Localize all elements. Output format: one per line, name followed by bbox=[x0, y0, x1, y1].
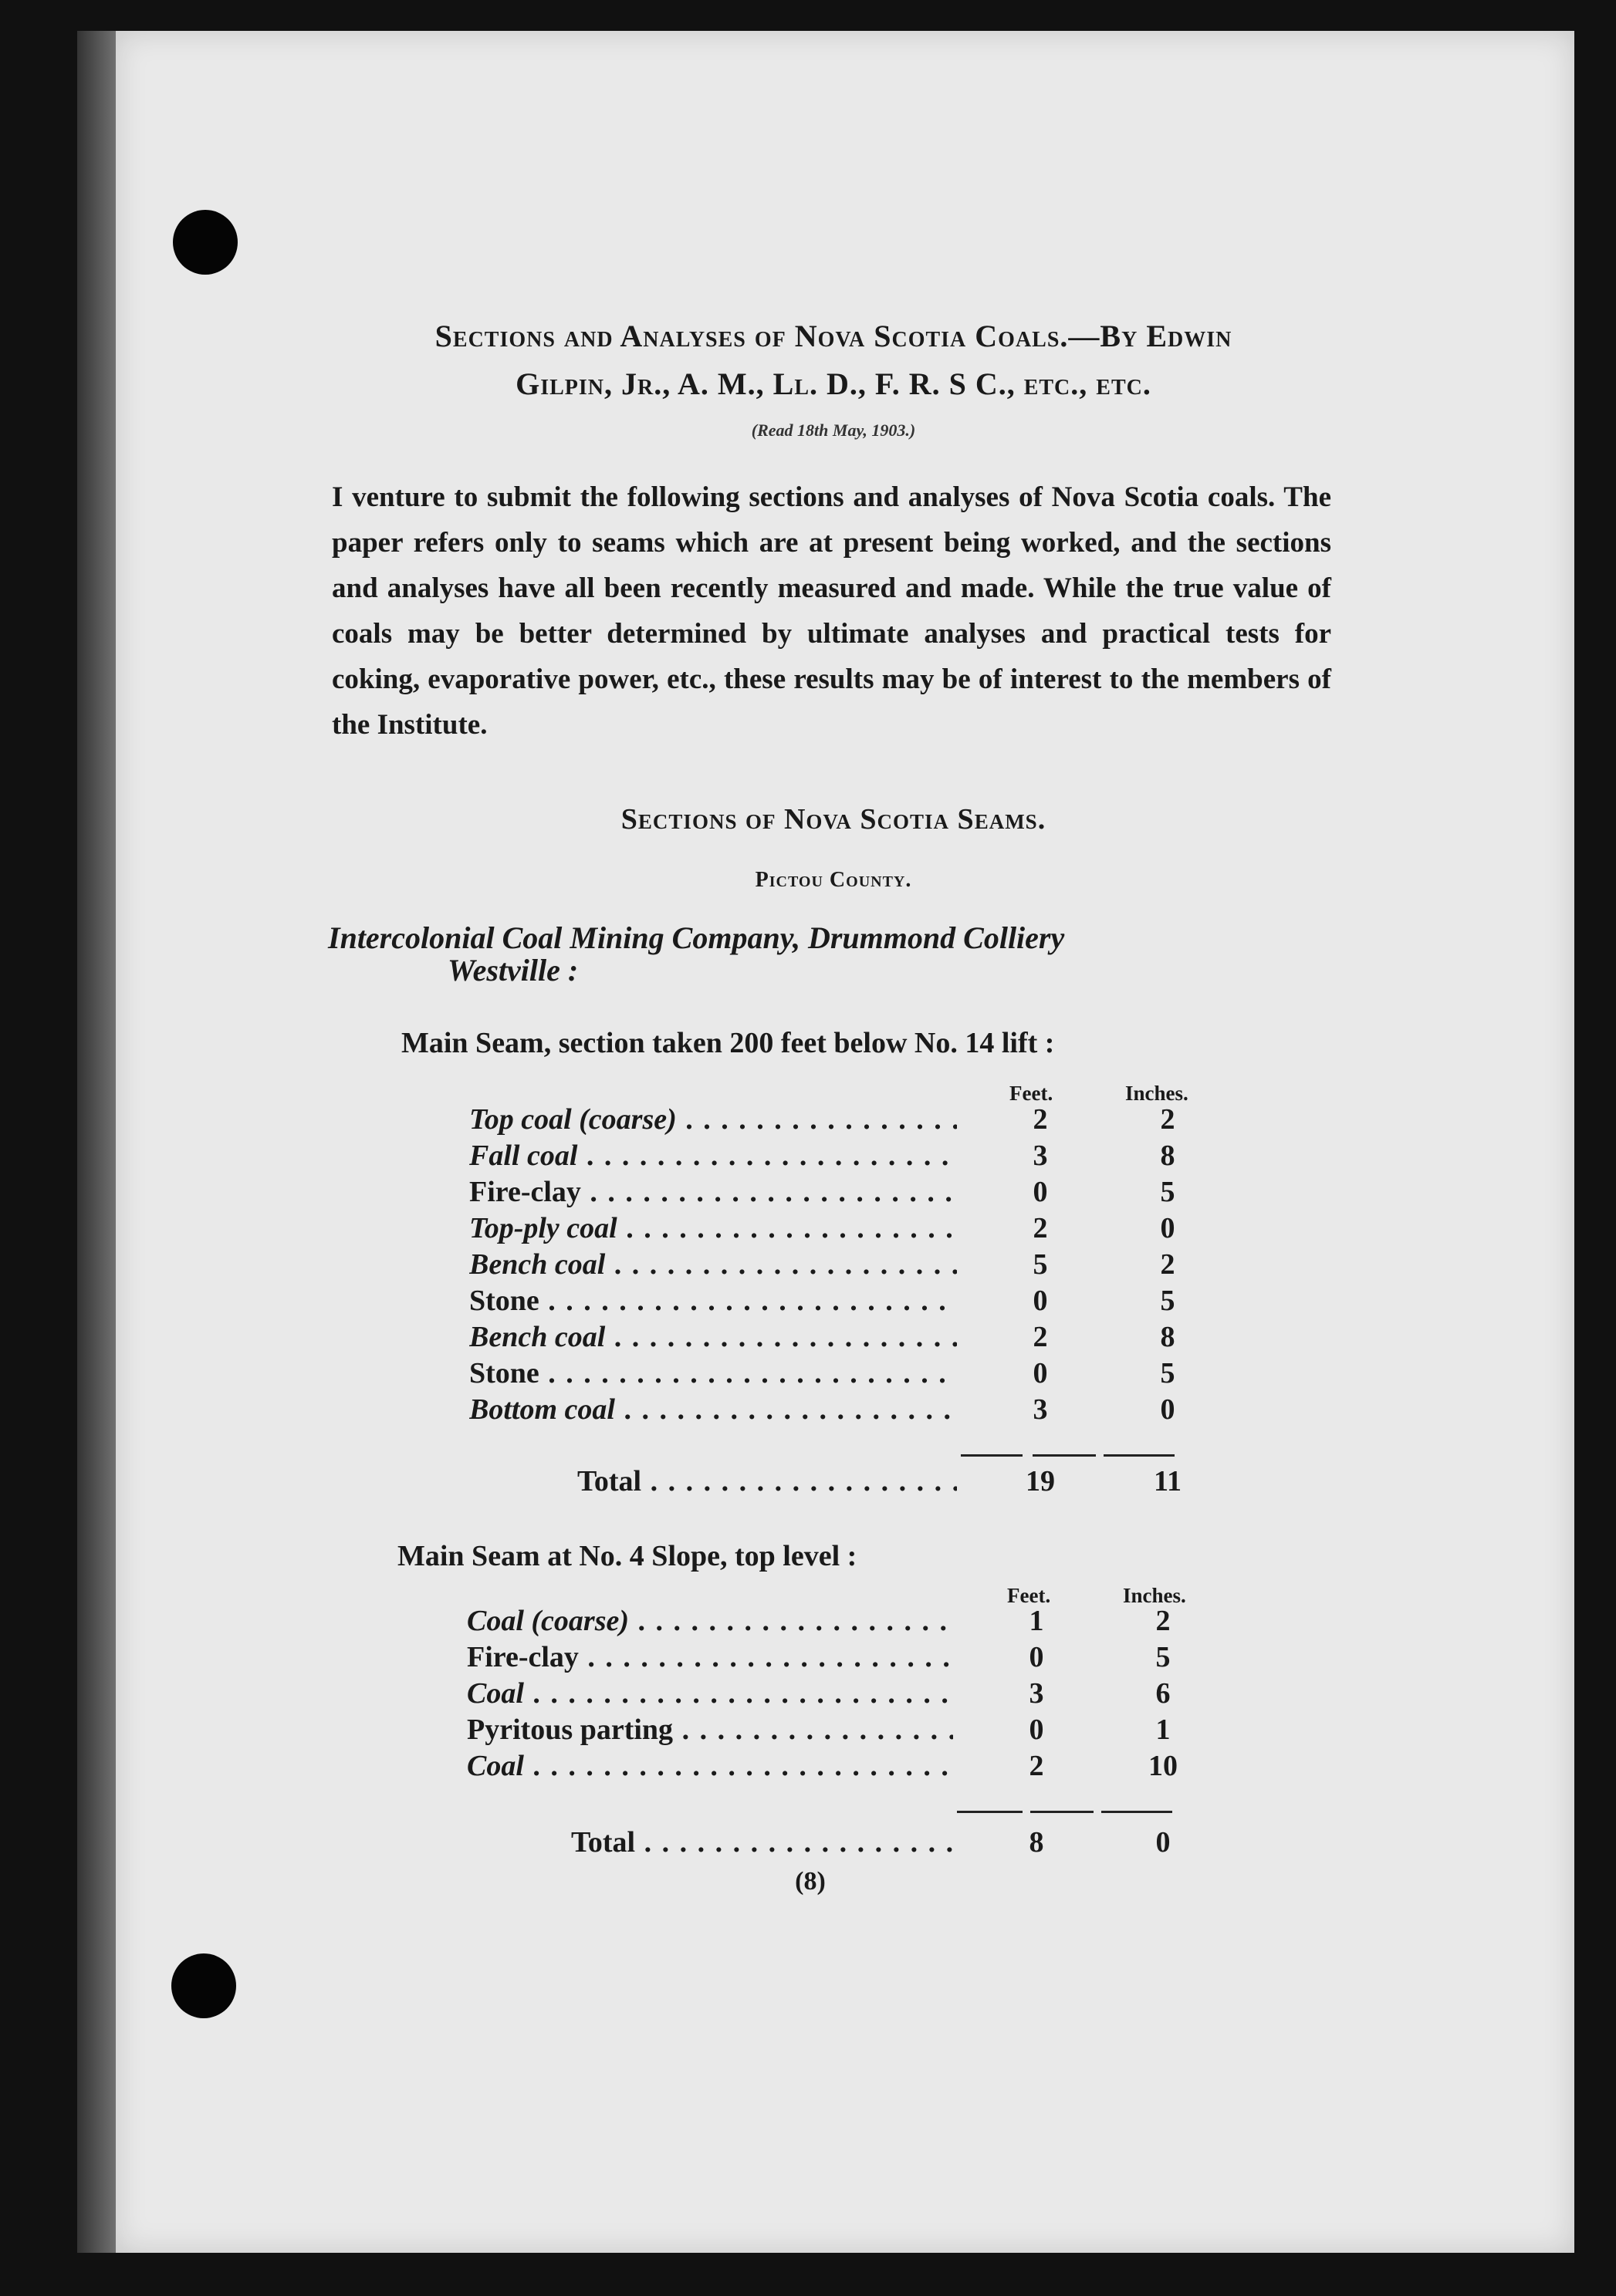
table2-total-inches: 0 bbox=[1155, 1826, 1171, 1859]
table1-row-feet: 2 bbox=[1033, 1321, 1048, 1353]
table1-row-inches: 0 bbox=[1160, 1393, 1175, 1426]
table1-heading: Main Seam, section taken 200 feet below No. 14 lift : bbox=[401, 1027, 1055, 1059]
table2-row-feet: 3 bbox=[1029, 1677, 1044, 1710]
table1-row-feet: 0 bbox=[1033, 1285, 1048, 1317]
table2-row-inches: 10 bbox=[1148, 1750, 1178, 1782]
title-line-1: Sections and Analyses of Nova Scotia Coals.—By Edwin bbox=[434, 319, 1232, 353]
table1-total-feet: 19 bbox=[1026, 1465, 1055, 1497]
table1-row-label: Top-ply coal . . . bbox=[469, 1210, 957, 1247]
table2-col-feet: Feet. bbox=[1007, 1584, 1051, 1607]
table2-total-label: Total . . . bbox=[571, 1825, 953, 1861]
table1-row-inches: 5 bbox=[1160, 1357, 1175, 1389]
punch-hole-top bbox=[173, 210, 238, 275]
table2-row-label: Fire-clay . . . bbox=[467, 1639, 953, 1676]
company-line-2: Westville : bbox=[448, 953, 579, 988]
table2-rule-1 bbox=[957, 1811, 1023, 1813]
table1-row-feet: 2 bbox=[1033, 1103, 1048, 1136]
table1-row-label: Bench coal . . . bbox=[469, 1319, 957, 1356]
table1-row-feet: 3 bbox=[1033, 1140, 1048, 1172]
paper-title bbox=[332, 312, 1335, 408]
table1-row-label: Stone . . . bbox=[469, 1283, 957, 1319]
table1-row-inches: 5 bbox=[1160, 1176, 1175, 1208]
table1-row-inches: 0 bbox=[1160, 1212, 1175, 1244]
table2-row-inches: 6 bbox=[1155, 1677, 1171, 1710]
table2-row-label: Coal . . . bbox=[467, 1676, 953, 1712]
table2-heading: Main Seam at No. 4 Slope, top level : bbox=[397, 1540, 857, 1572]
table2-rule-3 bbox=[1101, 1811, 1172, 1813]
table2-row-feet: 2 bbox=[1029, 1750, 1044, 1782]
table1-rule-2 bbox=[1033, 1454, 1096, 1457]
table2-rule-2 bbox=[1030, 1811, 1094, 1813]
table2-row-inches: 5 bbox=[1155, 1641, 1171, 1673]
table2-row-label: Coal . . . bbox=[467, 1748, 953, 1784]
title-line-2: Gilpin, Jr., A. M., Ll. D., F. R. S C., etc., etc. bbox=[516, 366, 1151, 401]
table1-row-label: Stone . . . bbox=[469, 1356, 957, 1392]
page-number: (8) bbox=[795, 1867, 826, 1896]
table1-total-inches: 11 bbox=[1154, 1465, 1182, 1497]
table2-row-inches: 2 bbox=[1155, 1605, 1171, 1637]
table1-row-feet: 2 bbox=[1033, 1212, 1048, 1244]
table1-rule-1 bbox=[961, 1454, 1023, 1457]
table1-row-label: Fall coal . . . bbox=[469, 1138, 957, 1174]
table1-row-label: Fire-clay . . . bbox=[469, 1174, 957, 1210]
table2-row-feet: 1 bbox=[1029, 1605, 1044, 1637]
table2-row-label: Pyritous parting . . . bbox=[467, 1712, 953, 1748]
county-heading: Pictou County. bbox=[755, 868, 912, 892]
table1-row-inches: 8 bbox=[1160, 1140, 1175, 1172]
table1-row-label: Bench coal . . . bbox=[469, 1247, 957, 1283]
company-heading bbox=[328, 922, 1347, 987]
table1-row-inches: 8 bbox=[1160, 1321, 1175, 1353]
punch-hole-bottom bbox=[171, 1953, 236, 2018]
table2-row-inches: 1 bbox=[1155, 1714, 1171, 1746]
table2-row-label: Coal (coarse) . . . bbox=[467, 1603, 953, 1639]
section-heading: Sections of Nova Scotia Seams. bbox=[620, 803, 1046, 836]
table1-col-inches: Inches. bbox=[1125, 1082, 1188, 1105]
intro-paragraph: I venture to submit the following sections and analyses of Nova Scotia coals. The paper refers only to seams which are at present being worked, and the sections and analyses have all been recently measured and made. While the true value of coals may be better determined by ultimate analyses and practical tests for coking, evaporative power, etc., these results may be of interest to the members of the Institute. bbox=[332, 481, 1331, 741]
table2-row-feet: 0 bbox=[1029, 1641, 1044, 1673]
table1-row-label: Top coal (coarse) . . . bbox=[469, 1102, 957, 1138]
company-line-1: Intercolonial Coal Mining Company, Drummond Colliery bbox=[328, 920, 1065, 955]
table1-col-feet: Feet. bbox=[1009, 1082, 1053, 1105]
table2-total-feet: 8 bbox=[1029, 1826, 1044, 1859]
table1-row-inches: 2 bbox=[1160, 1248, 1175, 1281]
table1-row-feet: 5 bbox=[1033, 1248, 1048, 1281]
read-date-note: (Read 18th May, 1903.) bbox=[751, 420, 916, 440]
binding-spine bbox=[77, 31, 120, 2253]
table1-row-label: Bottom coal . . . bbox=[469, 1392, 957, 1428]
table2-col-inches: Inches. bbox=[1123, 1584, 1186, 1607]
table1-row-inches: 2 bbox=[1160, 1103, 1175, 1136]
table1-row-feet: 0 bbox=[1033, 1357, 1048, 1389]
table1-row-feet: 0 bbox=[1033, 1176, 1048, 1208]
table1-row-inches: 5 bbox=[1160, 1285, 1175, 1317]
table2-row-feet: 0 bbox=[1029, 1714, 1044, 1746]
table1-total-label: Total . . . bbox=[577, 1464, 957, 1500]
table1-rule-3 bbox=[1104, 1454, 1175, 1457]
table1-row-feet: 3 bbox=[1033, 1393, 1048, 1426]
